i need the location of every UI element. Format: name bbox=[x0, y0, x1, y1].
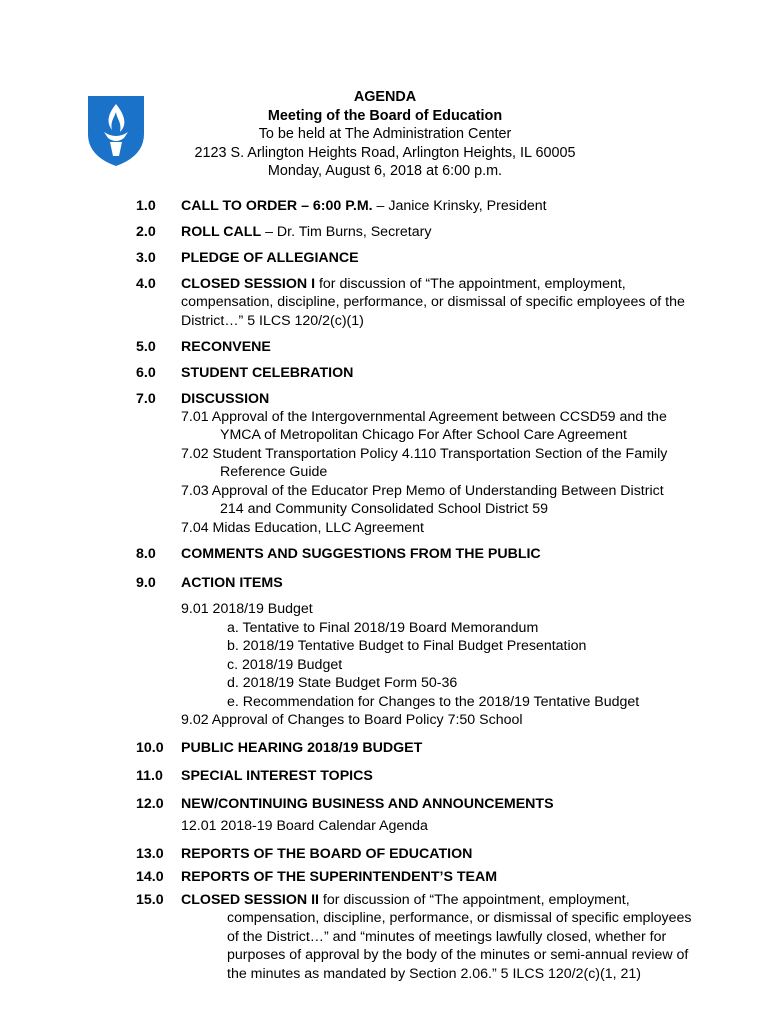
item-detail: – Janice Krinsky, President bbox=[372, 198, 547, 214]
item-heading: CLOSED SESSION II bbox=[181, 892, 319, 908]
sub-item-9-01-e: e. Recommendation for Changes to the 2018/19 Tentative Budget bbox=[227, 694, 640, 710]
item-number: 9.0 bbox=[136, 575, 156, 591]
item-number: 4.0 bbox=[136, 276, 156, 292]
item-number: 1.0 bbox=[136, 198, 156, 214]
item-number: 13.0 bbox=[136, 846, 164, 862]
item-heading: REPORTS OF THE BOARD OF EDUCATION bbox=[181, 846, 473, 862]
sub-item-7-02-cont: Reference Guide bbox=[220, 464, 328, 480]
item-detail-line: District…” 5 ILCS 120/2(c)(1) bbox=[181, 312, 364, 329]
item-15-detail-line: purposes of approval by the body of the minutes or semi-annual review of bbox=[227, 947, 689, 963]
item-heading: REPORTS OF THE SUPERINTENDENT’S TEAM bbox=[181, 869, 498, 885]
meeting-date: Monday, August 6, 2018 at 6:00 p.m. bbox=[267, 163, 503, 180]
item-heading: ACTION ITEMS bbox=[181, 575, 283, 591]
meeting-address: 2123 S. Arlington Heights Road, Arlington Heights, IL 60005 bbox=[194, 144, 576, 161]
sub-item-7-03-cont: 214 and Community Consolidated School District 59 bbox=[220, 501, 549, 517]
sub-item-9-01-c: c. 2018/19 Budget bbox=[227, 657, 343, 673]
item-number: 5.0 bbox=[136, 339, 156, 355]
item-heading: SPECIAL INTEREST TOPICS bbox=[181, 768, 373, 784]
item-heading: DISCUSSION bbox=[181, 391, 270, 407]
item-heading: PUBLIC HEARING 2018/19 BUDGET bbox=[181, 740, 423, 756]
sub-item-12-01: 12.01 2018-19 Board Calendar Agenda bbox=[181, 818, 428, 834]
item-number: 2.0 bbox=[136, 224, 156, 240]
sub-item-7-03: 7.03 Approval of the Educator Prep Memo of Understanding Between District bbox=[181, 483, 664, 499]
agenda-header bbox=[0, 88, 770, 181]
agenda-title: AGENDA bbox=[353, 89, 417, 105]
item-heading: COMMENTS AND SUGGESTIONS FROM THE PUBLIC bbox=[181, 546, 541, 562]
item-number: 11.0 bbox=[136, 768, 163, 784]
sub-item-9-01-d: d. 2018/19 State Budget Form 50-36 bbox=[227, 675, 458, 691]
item-number: 7.0 bbox=[136, 391, 156, 407]
item-15-detail-line: compensation, discipline, performance, or dismissal of specific employees bbox=[227, 910, 692, 926]
item-number: 6.0 bbox=[136, 365, 156, 381]
sub-item-7-01: 7.01 Approval of the Intergovernmental Agreement between CCSD59 and the bbox=[181, 409, 667, 425]
item-heading: RECONVENE bbox=[181, 339, 271, 355]
item-number: 12.0 bbox=[136, 796, 164, 812]
item-detail: for discussion of “The appointment, employment, bbox=[315, 276, 626, 292]
item-number: 10.0 bbox=[136, 740, 164, 756]
sub-item-9-01-a: a. Tentative to Final 2018/19 Board Memorandum bbox=[227, 620, 539, 636]
item-number: 3.0 bbox=[136, 250, 156, 266]
sub-item-9-02: 9.02 Approval of Changes to Board Policy 7:50 School bbox=[181, 712, 523, 728]
item-15-detail-line: the minutes as mandated by Section 2.06.” 5 ILCS 120/2(c)(1, 21) bbox=[227, 966, 642, 982]
sub-item-7-02: 7.02 Student Transportation Policy 4.110 Transportation Section of the Family bbox=[181, 446, 668, 462]
meeting-title: Meeting of the Board of Education bbox=[267, 107, 503, 124]
item-number: 8.0 bbox=[136, 546, 156, 562]
meeting-location: To be held at The Administration Center bbox=[258, 126, 512, 143]
sub-item-9-01-b: b. 2018/19 Tentative Budget to Final Budget Presentation bbox=[227, 638, 587, 654]
item-heading: NEW/CONTINUING BUSINESS AND ANNOUNCEMENTS bbox=[181, 796, 554, 812]
sub-item-7-01-cont: YMCA of Metropolitan Chicago For After School Care Agreement bbox=[220, 427, 627, 443]
item-number: 14.0 bbox=[136, 869, 164, 885]
item-heading: PLEDGE OF ALLEGIANCE bbox=[181, 250, 359, 266]
item-heading: CLOSED SESSION I bbox=[181, 276, 316, 292]
item-detail-line: compensation, discipline, performance, or dismissal of specific employees of the bbox=[181, 294, 685, 311]
item-detail: – Dr. Tim Burns, Secretary bbox=[261, 224, 432, 240]
item-15-detail-line: of the District…” and “minutes of meetings lawfully closed, whether for bbox=[227, 929, 667, 945]
item-heading: CALL TO ORDER – 6:00 P.M. bbox=[181, 198, 373, 214]
item-heading: STUDENT CELEBRATION bbox=[181, 365, 354, 381]
item-heading: ROLL CALL bbox=[181, 224, 262, 240]
sub-item-7-04: 7.04 Midas Education, LLC Agreement bbox=[181, 520, 424, 536]
item-detail: for discussion of “The appointment, employment, bbox=[318, 892, 630, 908]
sub-item-9-01: 9.01 2018/19 Budget bbox=[181, 601, 313, 617]
item-number: 15.0 bbox=[136, 892, 164, 908]
